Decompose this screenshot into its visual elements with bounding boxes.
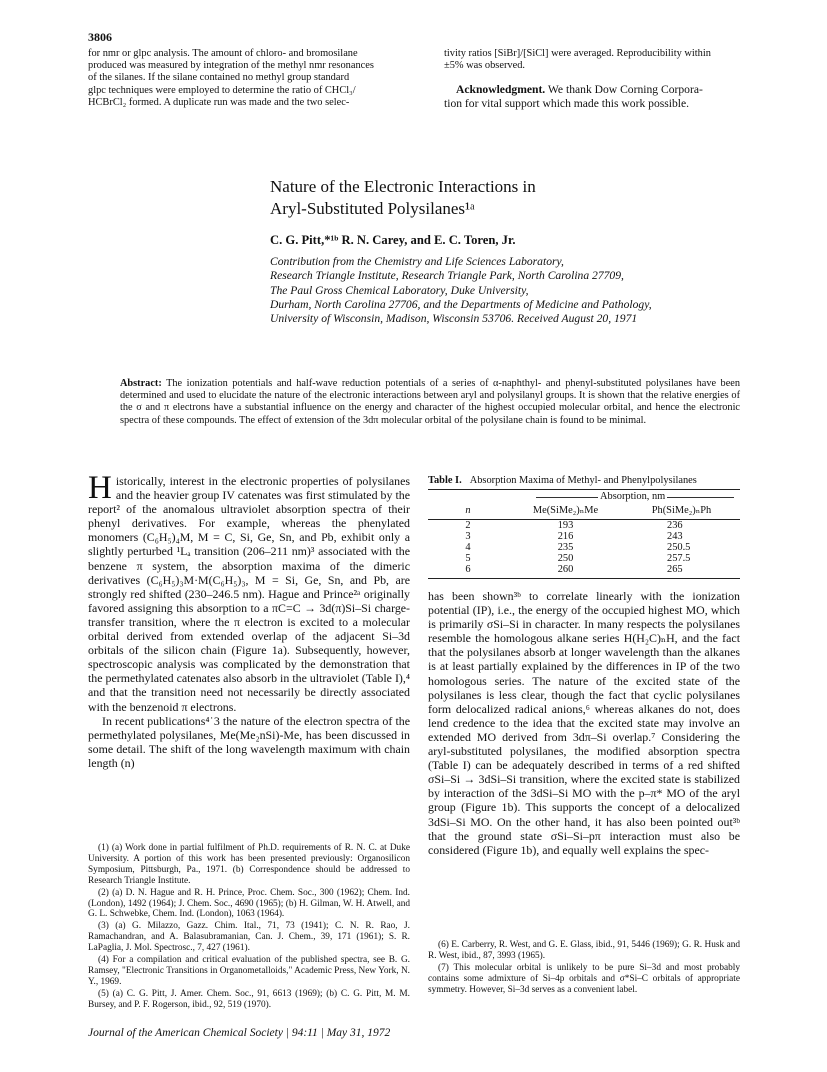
body-paragraph: has been shown³ᵇ to correlate linearly with the ionization potential (IP), i.e., the energy of the occupied highest MO, which is primarily σSi–Si in character. In many respects the polysilanes resemble the homologous alkane series H(H₂C)ₙH, and the fact that the polysilanes absorb at longer wavelength than the alkanes is at least partially explained by the differences in IP of the two homologous series. The nature of the excited state of the polysilanes is less clear, though the fact that cyclic polysilanes form delocalized radical anions,⁶ whereas alkanes do not, does lend credence to the idea that the excited state may involve an extended MO derived from 3dπ–Si overlap.⁷ Considering the aryl-substituted polysilanes, the modified absorption spectra (Table I) can be adequately described in terms of a red shifted σSi–Si → 3dSi–Si transition, where the excited state is stabilized by interaction of the 3dSi–Si MO with the p–π* MO of the aryl group (Figure 1b). This supports the concept of a delocalized 3dSi–Si MO. On the other hand, it has also been pointed out³ᵇ that the ground state σSi–Si–pπ interaction must also be considered (Figure 1b), and equally well explains the spec- [428,589,740,857]
cell-methyl: 216 [557,531,574,542]
cell-methyl: 235 [557,542,574,553]
right-continuation-text [444,48,764,72]
col-header-n: n [465,504,471,516]
page-number: 3806 [88,30,112,44]
acknowledgment-text: We thank Dow Corning Corpora- [547,83,703,96]
col-header-phenyl: Ph(SiMe₂)ₙPh [651,505,712,516]
col-header-methyl: Me(SiMe₂)ₙMe [532,505,599,516]
table-row [428,520,740,531]
cell-phenyl: 236 [667,520,683,531]
acknowledgment [444,83,764,111]
footnote: (5) (a) C. G. Pitt, J. Amer. Chem. Soc., 91, 6613 (1969); (b) C. G. Pitt, M. M. Bursey, and P. F. Rogerson, ibid., 92, 519 (1970). [88,988,410,1010]
title-line: Nature of the Electronic Interactions in [270,177,536,196]
left-column-body [88,470,410,770]
journal-footer: Journal of the American Chemical Society | 94:11 | May 31, 1972 [88,1027,391,1039]
affiliation-line: The Paul Gross Chemical Laboratory, Duke University, [270,283,529,297]
table-caption [428,475,697,486]
cell-phenyl: 257.5 [667,553,691,564]
cell-n: 4 [465,542,471,553]
table-title: Absorption Maxima of Methyl- and Phenylpolysilanes [469,475,697,486]
body-paragraph: In recent publications⁴˙3 the nature of the electron spectra of the permethylated polysilanes, Me(Me₂nSi)-Me, has been discussed in some detail. The shift of the long wavelength maximum with chain length (n) [88,713,410,770]
footnote: (7) This molecular orbital is unlikely to be pure Si–3d and most probably contains some admixture of Si–4p orbitals and σ*Si–C orbitals of appropriate symmetry. However, Si–3d serves as a convenient label. [428,962,740,995]
cell-phenyl: 250.5 [667,542,691,553]
cell-methyl: 260 [557,564,574,575]
text-line: glpc techniques were employed to determine the ratio of CHCl₃/ [88,84,356,96]
right-column-body [428,589,740,857]
footnote: (3) (a) G. Milazzo, Gazz. Chim. Ital., 71, 73 (1941); C. N. R. Rao, J. Ramachandran, and A. Balasubramanian, Can. J. Chem., 39, 171 (1961); S. R. LaPaglia, J. Mol. Spectrosc., 7, 427 (1961). [88,921,410,954]
acknowledgment-text-line: tion for vital support which made this work possible. [444,97,690,110]
affiliation-line: Durham, North Carolina 27706, and the Departments of Medicine and Pathology, [270,297,652,311]
cell-methyl: 193 [557,520,574,531]
affiliation [270,255,652,326]
table-label: Table I. [428,475,462,486]
affiliation-line: University of Wisconsin, Madison, Wisconsin 53706. Received August 20, 1971 [270,312,638,326]
article-title [270,176,536,220]
left-footnotes [88,843,410,1012]
footnote: (2) (a) D. N. Hague and R. H. Prince, Proc. Chem. Soc., 300 (1962); Chem. Ind. (London), 1492 (1964); J. Chem. Soc., 4690 (1965); (b) H. Gilman, W. H. Atwell, and G. L. Schwebke, Chem. Ind. (London), 1063 (1964). [88,887,410,920]
table-group-header [428,490,740,504]
cell-n: 2 [465,520,471,531]
table-row [428,564,740,575]
table-row [428,553,740,564]
left-continuation-text [88,48,426,109]
cell-methyl: 250 [557,553,574,564]
affiliation-line: Research Triangle Institute, Research Triangle Park, North Carolina 27709, [270,269,624,283]
table-row [428,542,740,553]
table-body [428,504,740,575]
text-line: HCBrCl₂ formed. A duplicate run was made and the two selec- [88,96,350,108]
group-header-label: Absorption, nm [600,491,666,502]
cell-phenyl: 243 [667,531,683,542]
table-header-row [428,504,740,516]
table-bottom-rule [428,578,740,579]
absorption-table [428,489,740,579]
body-paragraph: istorically, interest in the electronic properties of polysilanes and the heavier group IV catenates was first stimulated by the report² of the anomalous ultraviolet absorption spectra of their phenyl derivatives. For example, whereas the phenylated monomers (C₆H₅)₄M, M = C, Si, Ge, Sn, and Pb, exhibit only a slightly perturbed ¹Lₐ transition (206–211 nm)³ associated with the benzene π system, the absorption maxima of the dimeric derivatives (C₆H₅)₃M·M(C₆H₅)₃, M = Si, Ge, Sn, and Pb, are strongly red shifted (230–246.5 nm). Hague and Prince²ᵃ originally favored assigning this absorption to a πC=C → 3d(π)Si–Si charge-transfer transition, where the π electron is excited to a molecular orbital derived from extended overlap of the adjacent Si–3d orbitals of the silicon chain (Figure 1a). Subsequently, however, spectroscopic analysis was complicated by the demonstration that the permethylated catenates also absorb in the ultraviolet (Table I),⁴ and that the transition need not necessarily be directly associated with the benzenoid π electrons. [88,474,410,714]
footnote: (4) For a compilation and critical evaluation of the published spectra, see B. G. Ramsey, "Electronic Transitions in Organometalloids," Academic Press, New York, N. Y., 1969. [88,955,410,987]
table-row [428,531,740,542]
text-line: produced was measured by integration of the methyl nmr resonances [88,60,374,72]
text-line: ±5% was observed. [444,60,526,72]
abstract [120,378,740,427]
right-footnotes [428,940,740,997]
title-line: Aryl-Substituted Polysilanes¹ᵃ [270,199,475,218]
text-line: tivity ratios [SiBr]/[SiCl] were averaged. Reproducibility within [444,48,711,59]
drop-cap: H [88,470,112,506]
acknowledgment-label: Acknowledgment. [456,83,546,96]
text-line: for nmr or glpc analysis. The amount of chloro- and bromosilane [88,48,358,59]
cell-n: 6 [465,564,471,575]
abstract-text: The ionization potentials and half-wave reduction potentials of a series of α-naphthyl- and phenyl-substituted polysilanes have been determined and used to elucidate the nature of the electronic interactions between aryl and polysilanyl groups. It is shown that the relative energies of the σ and π electrons have a substantial influence on the energy and character of the highest occupied molecular orbital, and hence the electronic spectra of these compounds. The effect of extension of the 3dπ molecular orbital of the polysilane chain is found to be minimal. [120,378,740,426]
text-line: of the silanes. If the silane contained no methyl group standard [88,72,350,84]
cell-phenyl: 265 [667,564,683,575]
footnote: (6) E. Carberry, R. West, and G. E. Glass, ibid., 91, 5446 (1969); G. R. Husk and R. West, ibid., 87, 3993 (1965). [428,940,740,961]
authors: C. G. Pitt,*¹ᵇ R. N. Carey, and E. C. Toren, Jr. [270,233,516,247]
abstract-label: Abstract: [120,378,162,389]
affiliation-line: Contribution from the Chemistry and Life Sciences Laboratory, [270,255,564,268]
cell-n: 5 [465,553,471,564]
cell-n: 3 [465,531,471,542]
footnote: (1) (a) Work done in partial fulfilment of Ph.D. requirements of R. N. C. at Duke University. A portion of this work has been presented previously: Organosilicon Symposium, Pittsburgh, Pa., 1971. (b) Correspondence should be addressed to Research Triangle Institute. [88,843,410,886]
